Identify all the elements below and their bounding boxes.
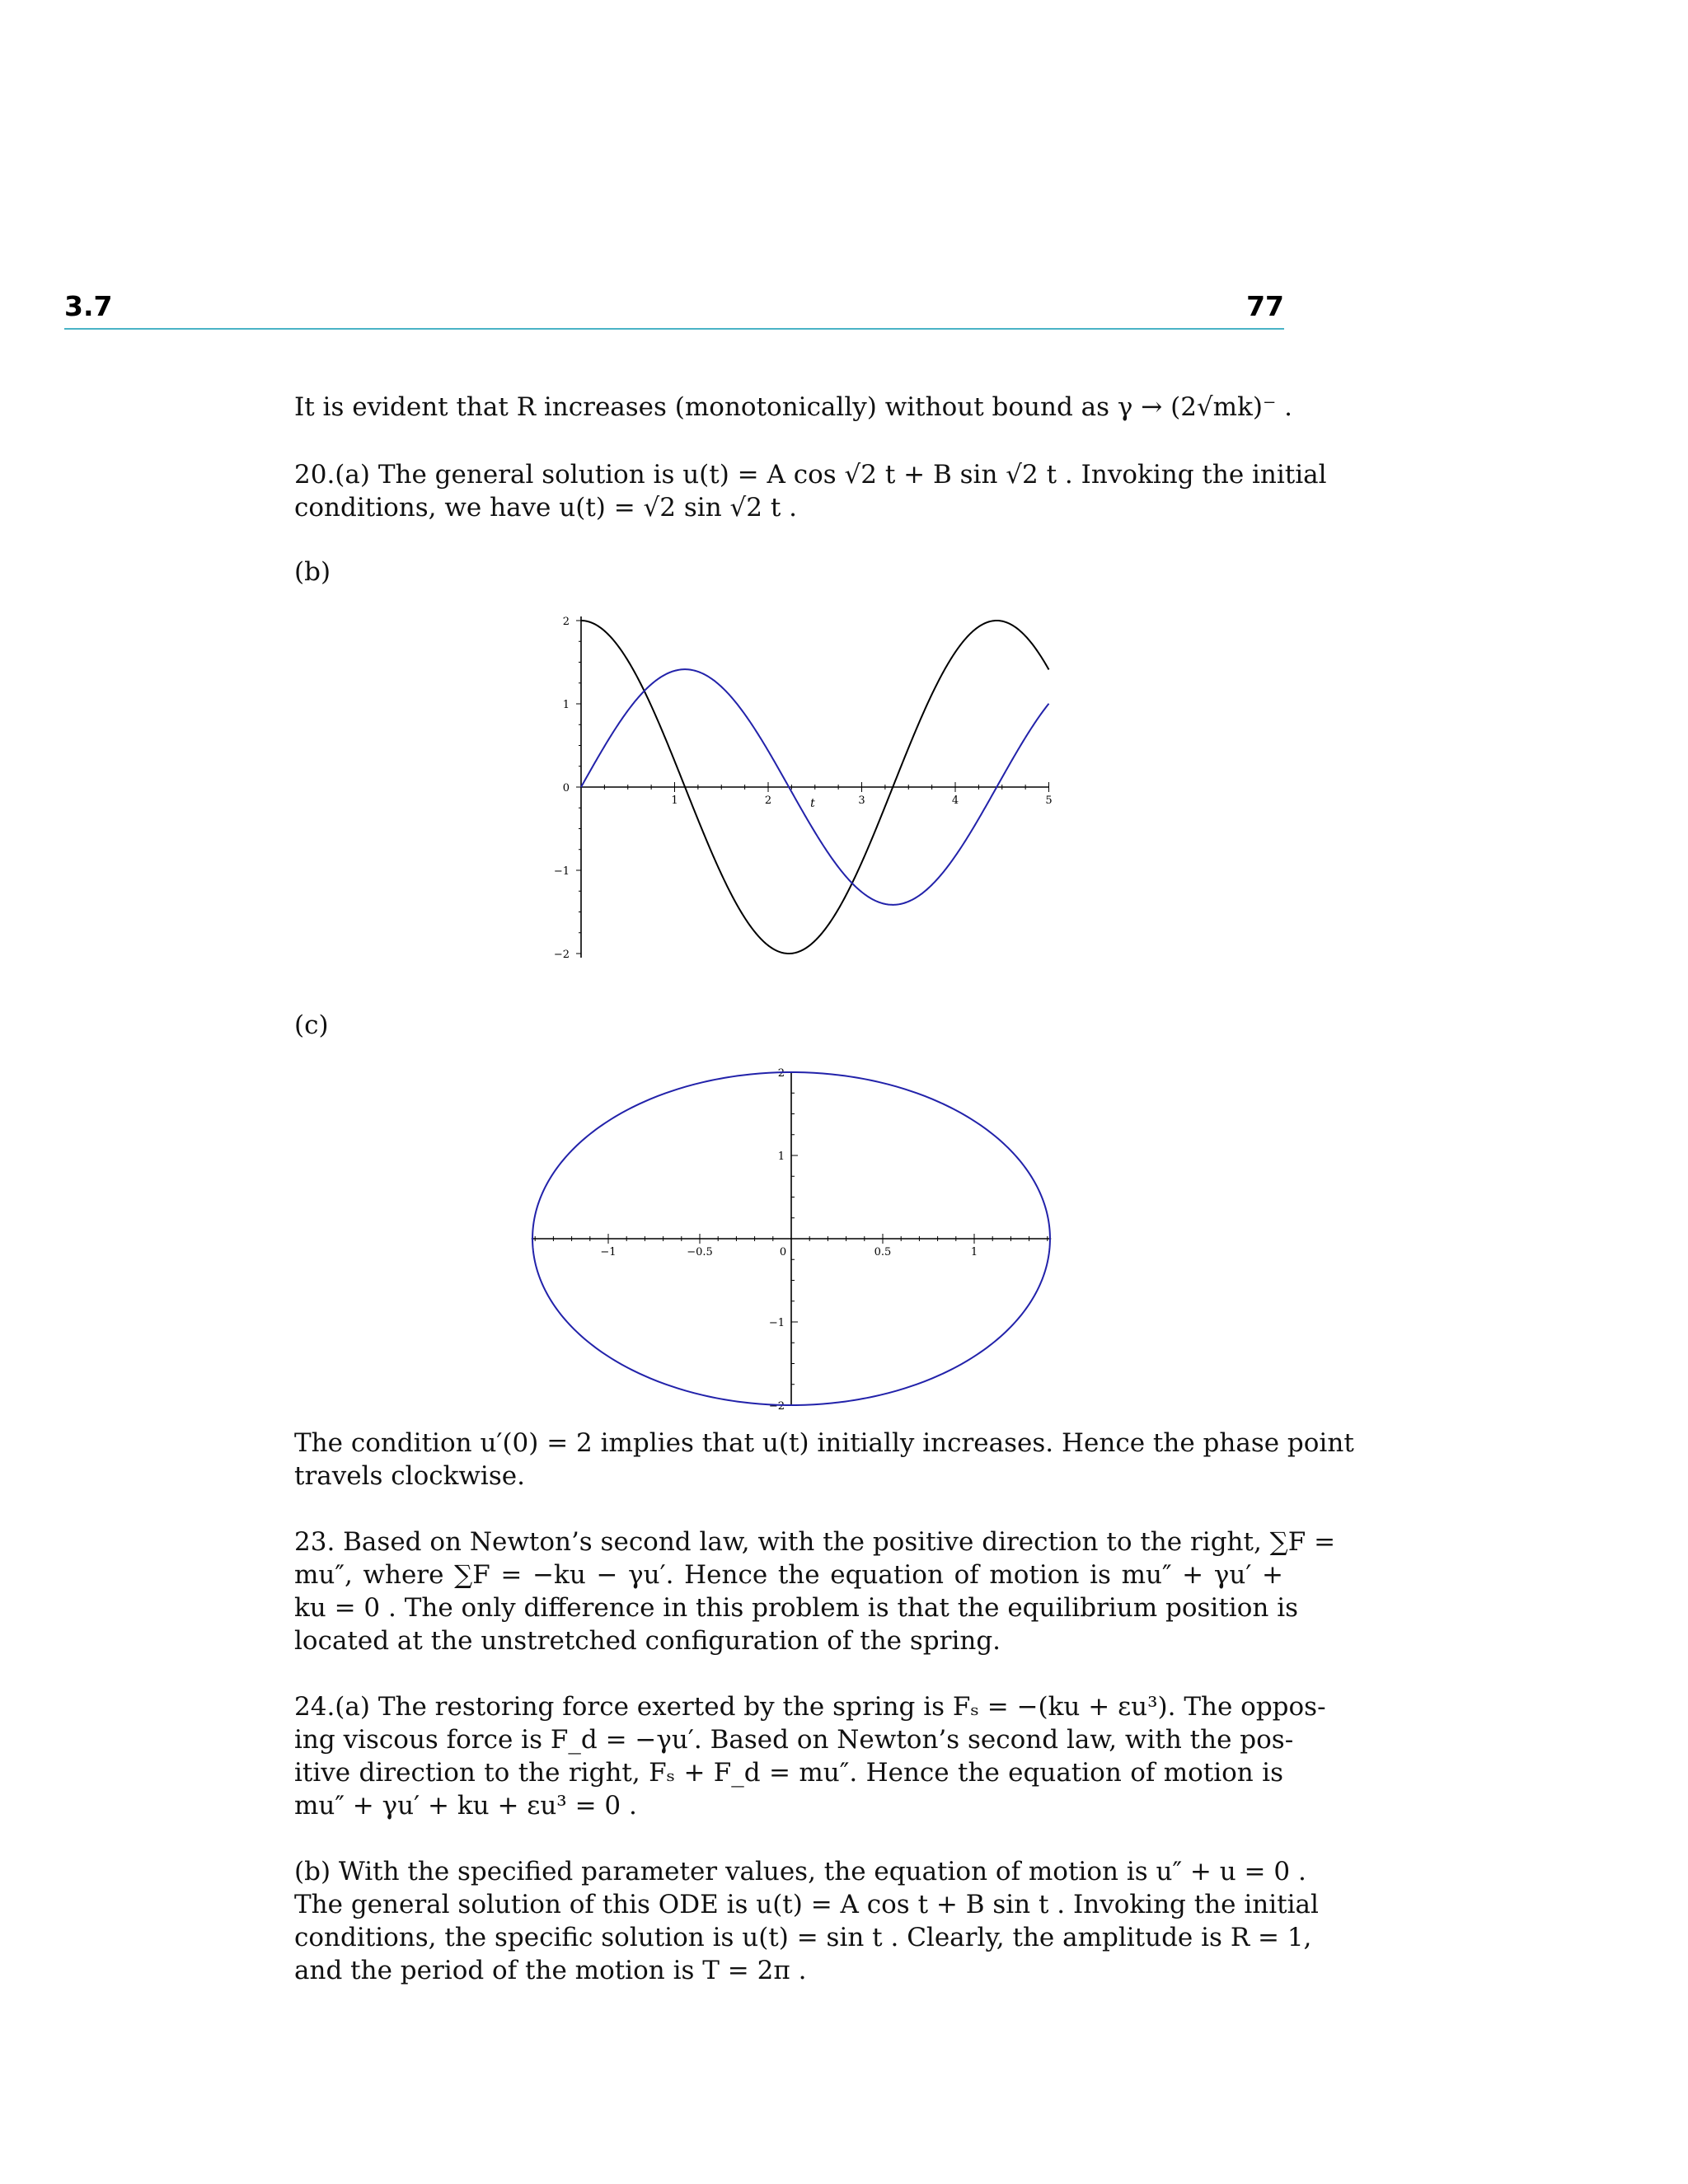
page-number: 77	[1246, 290, 1284, 322]
paragraph-20a	[294, 458, 1327, 524]
text-line: 20.(a) The general solution is u(t) = A cos √2 t + B sin √2 t . Invoking the initial	[294, 460, 1327, 490]
part-b-label: (b)	[294, 557, 331, 587]
text-line: (b) With the specified parameter values, the equation of motion is u″ + u = 0 .	[294, 1857, 1306, 1886]
text-line: located at the unstretched configuration of the spring.	[294, 1626, 1001, 1656]
paragraph-24a	[294, 1690, 1326, 1822]
y-tick-label: −2	[768, 1400, 785, 1413]
x-tick-label: 2	[764, 794, 772, 807]
x-axis-label: t	[810, 797, 815, 810]
header-rule	[64, 328, 1284, 330]
x-tick-label: 4	[951, 794, 959, 807]
section-number: 3.7	[64, 290, 113, 322]
part-c-label: (c)	[294, 1010, 329, 1040]
x-tick-label: 3	[858, 794, 865, 807]
text-line: mu″, where ∑F = −ku − γu′. Hence the equation of motion is mu″ + γu′ +	[294, 1560, 1283, 1590]
x-tick-label: 0	[779, 1246, 787, 1258]
text-line: conditions, we have u(t) = √2 sin √2 t .	[294, 493, 798, 523]
text-line: 24.(a) The restoring force exerted by the spring is Fₛ = −(ku + εu³). The oppos-	[294, 1692, 1326, 1722]
text-line: ku = 0 . The only difference in this problem is that the equilibrium position is	[294, 1593, 1299, 1623]
paragraph-intro	[294, 391, 1293, 424]
y-tick-label: −1	[768, 1317, 785, 1329]
text-line: The general solution of this ODE is u(t) = A cos t + B sin t . Invoking the initial	[294, 1890, 1319, 1919]
y-tick-label: −2	[553, 949, 570, 961]
text-line: The condition u′(0) = 2 implies that u(t) initially increases. Hence the phase point	[294, 1428, 1354, 1458]
x-tick-label: 5	[1045, 794, 1053, 807]
x-tick-label: 1	[970, 1246, 978, 1258]
text-line: conditions, the specific solution is u(t) = sin t . Clearly, the amplitude is R = 1,	[294, 1923, 1312, 1952]
y-tick-label: −1	[553, 865, 570, 878]
x-tick-label: 0.5	[874, 1246, 892, 1258]
paragraph-24b	[294, 1855, 1319, 1987]
paragraph-c	[294, 1427, 1354, 1493]
running-header	[64, 290, 1284, 331]
text-line: travels clockwise.	[294, 1461, 525, 1491]
x-tick-label: 1	[671, 794, 678, 807]
y-tick-label: 0	[562, 782, 570, 794]
text-line: It is evident that R increases (monotonically) without bound as γ → (2√mk)⁻ .	[294, 392, 1293, 422]
y-tick-label: 2	[777, 1067, 785, 1080]
phase-plot	[511, 1059, 1071, 1422]
text-line: and the period of the motion is T = 2π .	[294, 1956, 807, 1985]
y-tick-label: 2	[562, 616, 570, 628]
y-tick-label: 1	[562, 699, 570, 711]
paragraph-23	[294, 1526, 1336, 1657]
text-line: mu″ + γu′ + ku + εu³ = 0 .	[294, 1791, 637, 1821]
solution-plot	[536, 606, 1063, 968]
x-tick-label: −0.5	[687, 1246, 713, 1258]
x-tick-label: −1	[600, 1246, 617, 1258]
y-tick-label: 1	[777, 1151, 785, 1163]
text-line: ing viscous force is F_d = −γu′. Based on Newton’s second law, with the pos-	[294, 1725, 1294, 1755]
text-line: itive direction to the right, Fₛ + F_d = mu″. Hence the equation of motion is	[294, 1758, 1283, 1788]
text-line: 23. Based on Newton’s second law, with the positive direction to the right, ∑F =	[294, 1527, 1336, 1557]
